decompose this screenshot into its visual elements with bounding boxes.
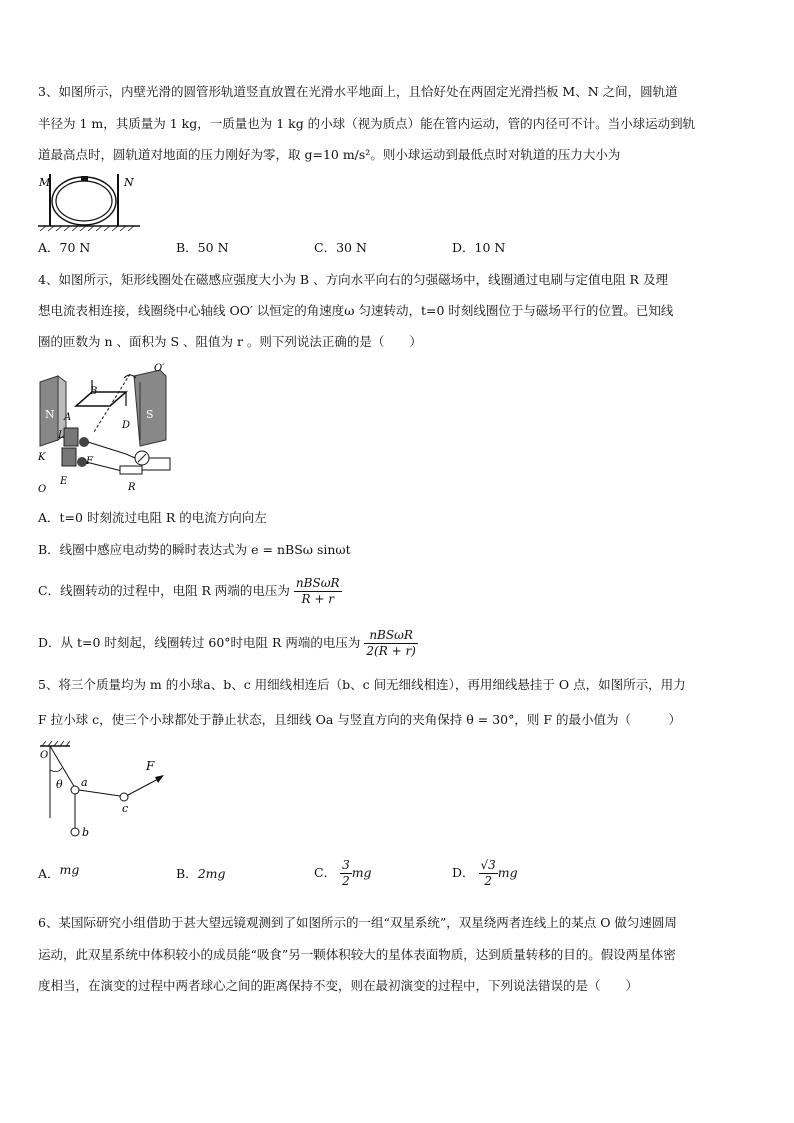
q5-label-F: F [146,759,155,773]
q5-line2: F 拉小球 c，使三个小球都处于静止状态，且细线 Oa 与竖直方向的夹角保持 θ = 30°，则 F 的最小值为（ ） [38,712,681,727]
q4-option-a: A．t=0 时刻流过电阻 R 的电流方向向左 [38,510,267,525]
q4-option-c-text: C．线圈转动的过程中，电阻 R 两端的电压为 [38,583,290,598]
q4-label-S: S [146,408,154,421]
q5-option-b-label: B． [176,866,198,881]
q5-label-theta: θ [56,778,63,791]
q3-label-N: N [124,176,134,189]
q4-label-D: D [122,420,131,431]
q5-option-d-fraction [479,858,498,889]
q4-label-E: E [60,476,68,487]
q5-option-d [452,858,518,889]
q5-option-c-tail: mg [351,865,372,880]
q4-option-c [38,576,342,607]
q3-option-b: B．50 N [176,240,229,255]
q5-option-b [176,866,226,882]
q6-line2: 运动，此双星系统中体积较小的成员能“吸食”另一颗体积较大的星体表面物质，达到质量转移的目的。假设两星体密 [38,947,676,962]
q3-line2: 半径为 1 m，其质量为 1 kg，一质量也为 1 kg 的小球（视为质点）能在管内运动，管的内径可不计。当小球运动到轨 [38,116,696,131]
q4-option-d [38,628,418,659]
q4-label-F: F [86,456,93,467]
q4-label-K: K [38,452,46,463]
q3-option-a: A．70 N [38,240,91,255]
q6-line3: 度相当，在演变的过程中两者球心之间的距离保持不变，则在最初演变的过程中，下列说法错误的是（ ） [38,978,639,993]
q6-line1: 6、某国际研究小组借助于甚大望远镜观测到了如图所示的一组“双星系统”，双星绕两者连线上的某点 O 做匀速圆周 [38,915,677,930]
q5-option-d-denominator: 2 [484,874,492,888]
q5-option-c-denominator: 2 [342,874,350,888]
q4-option-d-fraction [364,628,417,659]
q5-line1: 5、将三个质量均为 m 的小球a、b、c 用细线相连后（b、c 间无细线相连），再用细线悬挂于 O 点，如图所示，用力 [38,677,686,692]
q4-line3: 圈的匝数为 n 、面积为 S 、阻值为 r 。则下列说法正确的是（ ） [38,334,422,349]
q5-figure [36,740,176,840]
q4-label-R: R [128,482,136,493]
q3-figure [36,168,146,232]
q4-option-d-text: D．从 t=0 时刻起，线圈转过 60°时电阻 R 两端的电压为 [38,635,361,650]
q5-option-b-value: 2mg [197,866,226,881]
q4-option-d-denominator: 2(R + r) [366,644,416,658]
q4-label-B: B [90,386,98,397]
q4-label-L: L [58,430,65,441]
q4-label-A: A [64,412,72,423]
q4-option-c-numerator: nBSωR [295,576,340,590]
q5-option-d-label: D． [452,865,475,880]
q5-label-b: b [82,826,90,839]
q5-option-c-numerator: 3 [342,858,350,872]
q3-label-M: M [39,176,51,189]
q5-label-O: O [40,750,49,761]
q4-line1: 4、如图所示，矩形线圈处在磁感应强度大小为 B 、方向水平向右的匀强磁场中，线圈通过电刷与定值电阻 R 及理 [38,272,668,287]
q4-generator-figure [34,362,184,498]
q3-line1: 3、如图所示，内壁光滑的圆管形轨道竖直放置在光滑水平地面上，且恰好处在两固定光滑挡板 M、N 之间，圆轨道 [38,84,678,99]
q5-option-d-tail: mg [497,865,518,880]
q5-label-a: a [81,776,88,789]
q5-option-c-fraction [340,858,352,889]
q5-option-d-numerator: √3 [480,858,496,872]
q4-label-O: O [38,484,47,495]
q5-option-c [314,858,372,889]
q4-option-c-fraction [294,576,342,607]
q4-option-b: B．线圈中感应电动势的瞬时表达式为 e = nBSω sinωt [38,542,351,557]
q4-label-N: N [45,408,55,421]
q5-option-c-label: C． [314,865,337,880]
q5-option-a [38,862,80,882]
q3-option-d: D．10 N [452,240,506,255]
q3-line3: 道最高点时，圆轨道对地面的压力刚好为零，取 g=10 m/s²。则小球运动到最低点时对轨道的压力大小为 [38,147,621,162]
q5-option-a-value: mg [59,862,80,877]
q3-option-c: C．30 N [314,240,367,255]
q5-option-a-label: A． [38,866,60,881]
q4-label-O-prime: O′ [154,363,165,374]
q5-label-c: c [122,802,129,815]
q4-line2: 想电流表相连接，线圈绕中心轴线 OO′ 以恒定的角速度ω 匀速转动，t=0 时刻线圈位于与磁场平行的位置。已知线 [38,303,674,318]
q4-option-c-denominator: R + r [301,592,334,606]
q4-option-d-numerator: nBSωR [364,628,417,644]
